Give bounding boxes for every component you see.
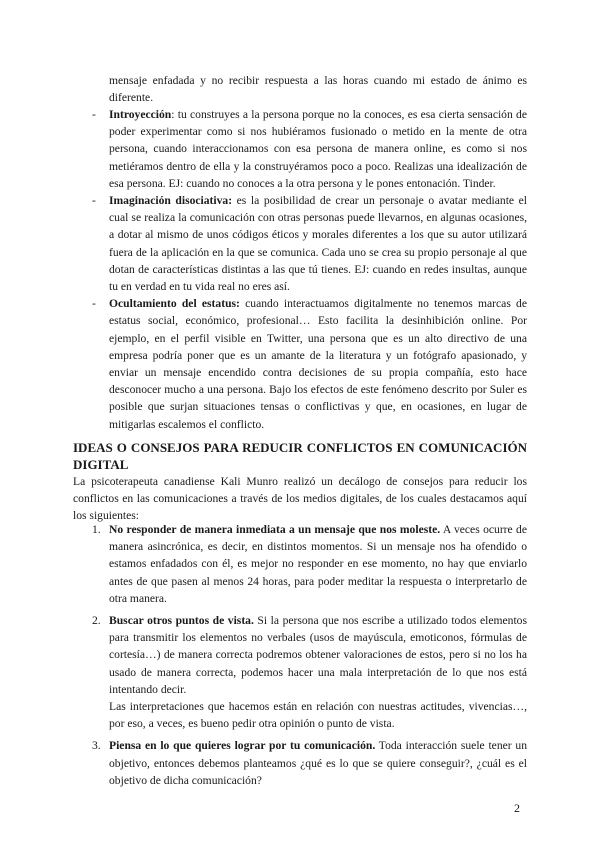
advice-number: 2. — [92, 614, 101, 628]
term-ocultamiento-estatus: Ocultamiento del estatus: — [109, 297, 240, 311]
term-imaginacion-disociativa: Imaginación disociativa: — [109, 194, 233, 208]
section-heading: IDEAS O CONSEJOS PARA REDUCIR CONFLICTOS EN COMUNICACIÓN DIGITAL — [73, 440, 527, 472]
advice-extra-paragraph: Las interpretaciones que hacemos están en relación con nuestras actitudes, vivencias…, por eso, a veces, es bueno pedir otra opinión o punto de vista. — [109, 700, 527, 731]
concept-list — [92, 106, 527, 433]
intro-paragraph: La psicoterapeuta canadiense Kali Munro realizó un decálogo de consejos para reducir los conflictos en las comunicaciones a través de los medios digitales, de los cuales destacamos aquí los siguientes: — [73, 475, 527, 523]
term-introyeccion: Introyección — [109, 108, 172, 121]
list-item-ocultamiento-estatus — [92, 295, 527, 433]
advice-text: Toda interacción suele tener un objetivo, entonces debemos planteamos ¿qué es lo que se quiere conseguir?, ¿cuál es el objetivo de dicha comunicación? — [109, 739, 527, 787]
page-number: 2 — [514, 801, 520, 815]
advice-paragraph — [109, 521, 527, 607]
advice-number: 1. — [92, 523, 101, 536]
advice-item-1 — [92, 521, 527, 607]
advice-number: 3. — [92, 739, 101, 753]
advice-title: No responder de manera inmediata a un mensaje que nos moleste. — [109, 523, 441, 536]
advice-item-2 — [92, 612, 527, 732]
advice-paragraph — [109, 612, 527, 698]
definition-ocultamiento-estatus: cuando interactuamos digitalmente no tenemos marcas de estatus social, económico, profesional… Esto facilita la desinhibición online. Por ejemplo, en el perfil visible en Twitter, una persona que es un alto directivo de una empresa podría poner que es un amante de la literatura y un fotógrafo apasionado, y enviar un mensaje encendido contra decisiones de su propia compañía, esto hace desconocer mucho a una persona. Bajo los efectos de este fenómeno descrito por Suler es posible que surjan situaciones tensas o conflictivas y que, en ocasiones, en lugar de mitigarlas escalemos el conflicto. — [109, 297, 528, 431]
advice-paragraph — [109, 737, 527, 789]
list-item-imaginacion-disociativa — [92, 192, 527, 295]
carryover-paragraph: mensaje enfadada y no recibir respuesta a las horas cuando mi estado de ánimo es diferente. — [109, 74, 527, 105]
list-item-introyeccion — [92, 106, 527, 192]
advice-title: Buscar otros puntos de vista. — [109, 614, 254, 628]
advice-list — [92, 521, 527, 794]
definition-imaginacion-disociativa: es la posibilidad de crear un personaje o avatar mediante el cual se realiza la comunicación con otras personas puede llevarnos, en algunas ocasiones, a dotar al mismo de unos códigos éticos y morales diferentes a los que su autor utilizará fuera de la aplicación en la que se comunica. Cada uno se crea su propio personaje al que dotan de características distintas a las que tú tienes. EJ: cuando en redes insultas, aunque tu en verdad en tu vida real no eres así. — [109, 194, 527, 294]
advice-text: Si la persona que nos escribe a utilizado todos elementos para transmitir los elementos no verbales (usos de mayúscula, emoticonos, fórmulas de cortesía…) de manera correcta podremos obtener valoraciones de estos, pero si no los ha usado de manera correcta, podemos hacer una mala interpretación de lo que nos está intentando decir. — [109, 614, 527, 696]
advice-item-3 — [92, 737, 527, 789]
advice-title: Piensa en lo que quieres lograr por tu comunicación. — [109, 739, 376, 753]
definition-introyeccion: : tu construyes a la persona porque no la conoces, es esa cierta sensación de poder experimentar como si nos hubiéramos fusionado o metido en la mente de otra persona, cuando interaccionamos con esa persona de manera online, es como si nos metiéramos dentro de ella y la construyéramos poco a poco. Realizas una idealización de esa persona. EJ: cuando no conoces a la otra persona y le pones entonación. Tinder. — [109, 108, 527, 190]
advice-text: A veces ocurre de manera asincrónica, es decir, en distintos momentos. Si un mensaje nos ha ofendido o estamos enfadados con él, es mejor no responder en ese momento, no hay que enviarlo antes de que pasen al menos 24 horas, para poder meditar la respuesta o interpretarlo de otra manera. — [109, 523, 527, 605]
